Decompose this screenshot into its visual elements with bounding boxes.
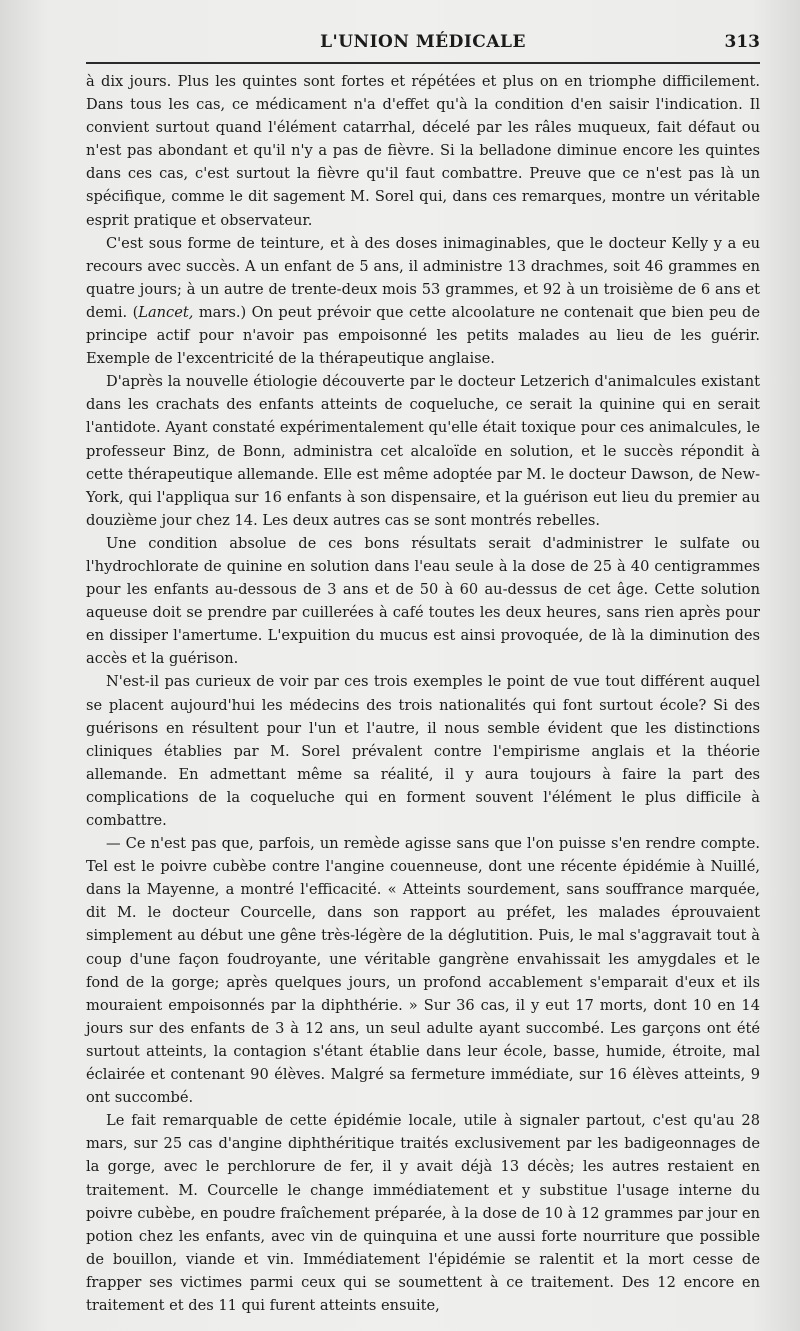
paragraph: Une condition absolue de ces bons résultats serait d'administrer le sulfate ou l'hydrochlorate de quinine en solution dans l'eau seule à la dose de 25 à 40 centigrammes pour les enfants au-dessous de 3 ans et de 50 à 60 au-dessus de cet âge. Cette solution aqueuse doit se prendre par cuillerées à café toutes les deux heures, sans rien après pour en dissiper l'amertume. L'expuition du mucus est ainsi provoquée, de là la diminution des accès et la guérison.: [86, 534, 760, 668]
paragraph: N'est-il pas curieux de voir par ces trois exemples le point de vue tout différent auquel se placent aujourd'hui les médecins des trois nationalités qui font surtout école? Si des guérisons en résultent pour l'un et l'autre, il nous semble évident que les distinctions cliniques établies par M. Sorel prévalent contre l'empirisme anglais et la théorie allemande. En admettant même sa réalité, il y aura toujours à faire la part des complications de la coqueluche qui en forment souvent l'élément le plus difficile à combattre.: [86, 673, 760, 829]
page-header: [86, 28, 760, 64]
running-head: L'UNION MÉDICALE: [320, 32, 526, 52]
paragraph: — Ce n'est pas que, parfois, un remède agisse sans que l'on puisse s'en rendre compte. Tel est le poivre cubèbe contre l'angine couenneuse, dont une récente épidémie à Nuillé, dans la Mayenne, a montré l'efficacité. « Atteints sourdement, sans souffrance marquée, dit M. le docteur Courcelle, dans son rapport au préfet, les malades éprouvaient simplement au début une gêne très-légère de la déglutition. Puis, le mal s'aggravait tout à coup d'une façon foudroyante, une véritable gangrène envahissait les amygdales et le fond de la gorge; après quelques jours, un profond accablement s'emparait d'eux et ils mouraient empoisonnés par la diphthérie. » Sur 36 cas, il y eut 17 morts, dont 10 en 14 jours sur des enfants de 3 à 12 ans, un seul adulte ayant succombé. Les garçons ont été surtout atteints, la contagion s'étant établie dans leur école, basse, humide, étroite, mal éclairée et contenant 90 élèves. Malgré sa fermeture immédiate, sur 16 élèves atteints, 9 ont succombé.: [86, 835, 760, 1107]
paragraph: à dix jours. Plus les quintes sont fortes et répétées et plus on en triomphe difficilement. Dans tous les cas, ce médicament n'a d'effet qu'à la condition d'en saisir l'indication. Il convient surtout quand l'élément catarrhal, décelé par les râles muqueux, fait défaut ou n'est pas abondant et qu'il n'y a pas de fièvre. Si la belladone diminue encore les quintes dans ces cas, c'est surtout la fièvre qu'il faut combattre. Preuve que ce n'est pas là un spécifique, comme le dit sagement M. Sorel qui, dans ces remarques, montre un véritable esprit pratique et observateur.: [86, 73, 760, 229]
paragraph-text: C'est sous forme de teinture, et à des doses inimaginables, que le docteur Kelly y a eu recours avec succès. A un enfant de 5 ans, il administre 13 drachmes, soit 46 grammes en quatre jours; à un autre de trente-deux mois 53 grammes, et 92 à un troisième de 6 ans et demi. (: [86, 234, 760, 321]
journal-citation: Lancet,: [138, 303, 194, 321]
article-body: [86, 70, 760, 1317]
paragraph: D'après la nouvelle étiologie découverte par le docteur Letzerich d'animalcules existant dans les crachats des enfants atteints de coqueluche, ce serait la quinine qui en serait l'antidote. Ayant constaté expérimentalement qu'elle était toxique pour ces animalcules, le professeur Binz, de Bonn, administra cet alcaloïde en solution, et le succès répondit à cette thérapeutique allemande. Elle est même adoptée par M. le docteur Dawson, de New-York, qui l'appliqua sur 16 enfants à son dispensaire, et la guérison eut lieu du premier au douzième jour chez 14. Les deux autres cas se sont montrés rebelles.: [86, 373, 760, 529]
paragraph: [86, 232, 760, 371]
page-number: 313: [724, 32, 760, 52]
paragraph: Le fait remarquable de cette épidémie locale, utile à signaler partout, c'est qu'au 28 mars, sur 25 cas d'angine diphthéritique traités exclusivement par les badigeonnages de la gorge, avec le perchlorure de fer, il y avait déjà 13 décès; les autres restaient en traitement. M. Courcelle le change immédiatement et y substitue l'usage interne du poivre cubèbe, en poudre fraîchement préparée, à la dose de 10 à 12 grammes par jour en potion chez les enfants, avec vin de quinquina et une aussi forte nourriture que possible de bouillon, viande et vin. Immédiatement l'épidémie se ralentit et la mort cesse de frapper ses victimes parmi ceux qui se soumettent à ce traitement. Des 12 encore en traitement et des 11 qui furent atteints ensuite,: [86, 1112, 760, 1314]
paragraph-text: mars.) On peut prévoir que cette alcoolature ne contenait que bien peu de principe actif pour n'avoir pas empoisonné les petits malades au lieu de les guérir. Exemple de l'excentricité de la thérapeutique anglaise.: [86, 303, 760, 368]
